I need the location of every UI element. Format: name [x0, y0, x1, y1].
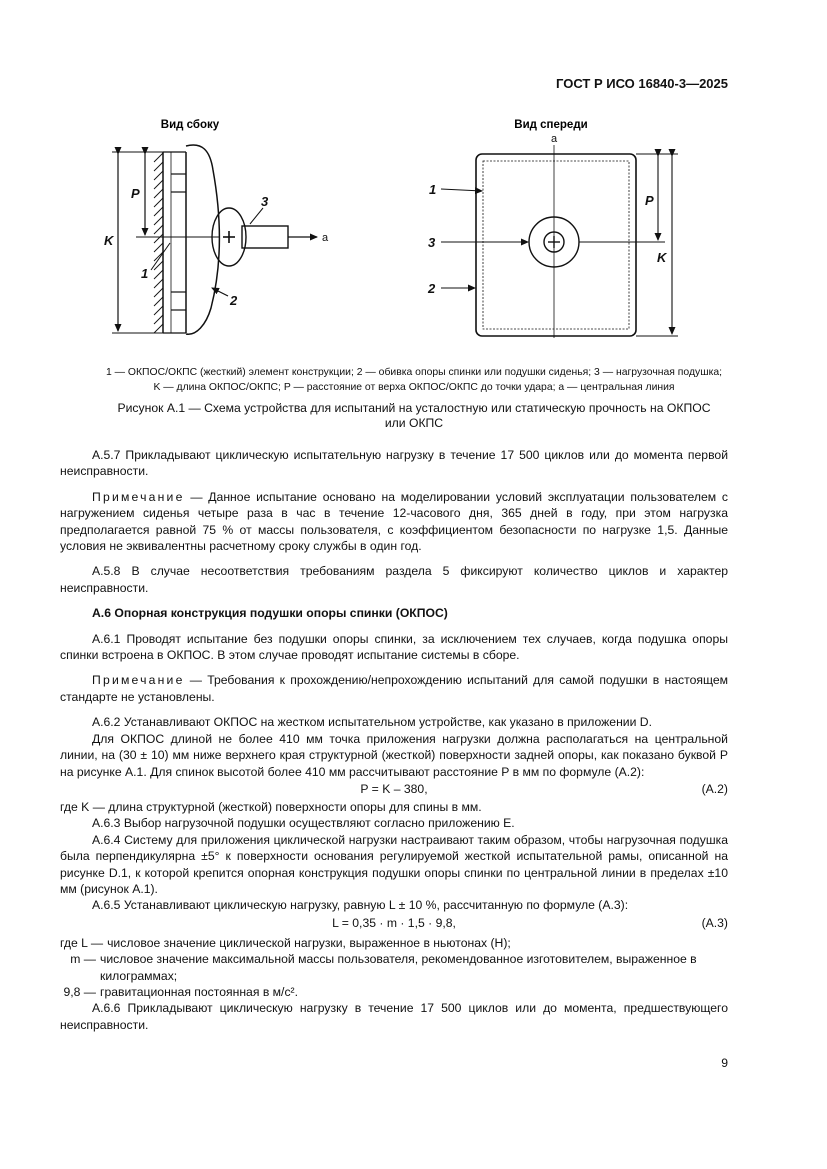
label-a-side: a: [322, 232, 329, 244]
legend-line-1: 1 — ОКПОС/ОКПС (жесткий) элемент конструкции; 2 — обивка опоры спинки или подушки сиденья; 3 — нагрузочная подушка;: [105, 367, 723, 378]
note-2: [60, 672, 728, 705]
front-view: [441, 145, 678, 338]
where-m-value: числовое значение максимальной массы пользователя, рекомендованное изготовителем, выраженное в килограммах;: [100, 952, 697, 983]
label-k-front: K: [657, 250, 667, 265]
caption-line-1: Рисунок А.1 — Схема устройства для испытаний на усталостную или статическую прочность на ОКПОС: [117, 401, 711, 415]
label-3-side: 3: [261, 194, 269, 209]
side-view: [112, 145, 317, 334]
clause-a64: А.6.4 Систему для приложения циклической нагрузки настраивают таким образом, чтобы нагрузочная подушка была перпендикулярна ±5° к поверхности основания регулируемой жесткой испытательной рамы, описанной на рисунке D.1, к которой крепится опорная конструкция подушки опоры спинки по центральной линии в пределах ±10 мм (рисунок А.1).: [60, 832, 728, 896]
where-g-value: гравитационная постоянная в м/с².: [100, 984, 298, 999]
side-view-title: Вид сбоку: [160, 119, 220, 131]
wall-hatching: [154, 153, 163, 333]
label-k-side: K: [104, 233, 114, 248]
formula-a2-number: (А.2): [701, 781, 728, 796]
clause-a58: А.5.8 В случае несоответствия требованиям раздела 5 фиксируют количество циклов и характер неисправности.: [60, 564, 728, 595]
document-header: ГОСТ Р ИСО 16840-3—2025: [556, 76, 728, 91]
clause-a61: А.6.1 Проводят испытание без подушки опоры спинки, за исключением тех случаев, когда подушка опоры спинки встроена в ОКПОС. В этом случае проводят испытание системы в сборе.: [60, 631, 728, 663]
note-1: [60, 489, 728, 555]
where-m-key: m —: [70, 952, 96, 967]
note-1-text: — Данное испытание основано на моделировании условий эксплуатации пользователем с нагружением сиденья четыре раза в час в течение 12-часового дня, 365 дней в году, при этом нагрузка предполагается равной 75 % от массы пользователя, с коэффициентом безопасности по нагрузке 1,5. Данные условия не эквивалентны расчетному сроку службы в один год.: [60, 489, 728, 554]
figure-a1: [0, 110, 827, 350]
figure-legend: [60, 365, 768, 395]
clause-a63: А.6.3 Выбор нагрузочной подушки осуществляют согласно приложению Е.: [92, 816, 515, 831]
label-2-side: 2: [230, 293, 238, 308]
label-p-side: P: [131, 186, 140, 201]
document-body: [60, 447, 728, 1033]
figure-caption: [60, 401, 768, 431]
label-p-front: P: [645, 193, 654, 208]
figure-diagram: [0, 110, 827, 350]
label-3-front: 3: [428, 235, 436, 250]
note-1-label: Примечание: [92, 489, 185, 504]
label-1-side: 1: [141, 266, 149, 281]
where-l-key: где L —: [60, 935, 104, 950]
formula-a2-expression: P = K – 380,: [360, 781, 428, 796]
note-2-text: — Требования к прохождению/непрохождению испытаний для самой подушки в настоящем стандарте не установлены.: [60, 673, 728, 704]
label-2-front: 2: [428, 281, 436, 296]
label-1-front: 1: [429, 182, 437, 197]
legend-line-2: K — длина ОКПОС/ОКПС; P — расстояние от верха ОКПОС/ОКПС до точки удара; a — центральная линия: [153, 382, 675, 393]
formula-a2: [60, 781, 728, 798]
clause-a66: А.6.6 Прикладывают циклическую нагрузку в течение 17 500 циклов или до момента, предшествующего неисправности.: [60, 1001, 728, 1032]
note-2-label: Примечание: [92, 673, 185, 688]
clause-a62-text: Для ОКПОС длиной не более 410 мм точка приложения нагрузки должна располагаться на центральной линии, на (30 ± 10) мм ниже верхнего края структурной (жесткой) поверхности задней опоры, как показано буквой P на рисунке А.1. Для спинок высотой более 410 мм рассчитывают расстояние P в мм по формуле (А.2):: [60, 731, 728, 779]
clause-a57: А.5.7 Прикладывают циклическую испытательную нагрузку в течение 17 500 циклов или до момента первой неисправности.: [60, 448, 728, 479]
page-number: 9: [721, 1056, 728, 1070]
formula-a3-expression: L = 0,35 · m · 1,5 · 9,8,: [332, 915, 456, 930]
where-g-key: 9,8 —: [63, 984, 96, 999]
where-l: [60, 935, 728, 951]
where-m: [60, 951, 728, 984]
where-k: где K — длина структурной (жесткой) поверхности опоры для спины в мм.: [60, 799, 482, 814]
clause-a65: А.6.5 Устанавливают циклическую нагрузку, равную L ± 10 %, рассчитанную по формуле (А.3):: [92, 898, 629, 913]
clause-a62: А.6.2 Устанавливают ОКПОС на жестком испытательном устройстве, как указано в приложении D.: [92, 715, 652, 730]
where-g: [60, 984, 728, 1000]
formula-a3-number: (А.3): [701, 915, 728, 930]
where-l-value: числовое значение циклической нагрузки, выраженное в ньютонах (Н);: [107, 935, 511, 950]
front-view-title: Вид спереди: [514, 119, 588, 131]
formula-a3: [60, 915, 728, 932]
label-a-front: a: [551, 133, 558, 145]
caption-line-2: или ОКПС: [384, 416, 444, 430]
section-heading-a6: А.6 Опорная конструкция подушки опоры спинки (ОКПОС): [92, 606, 448, 621]
